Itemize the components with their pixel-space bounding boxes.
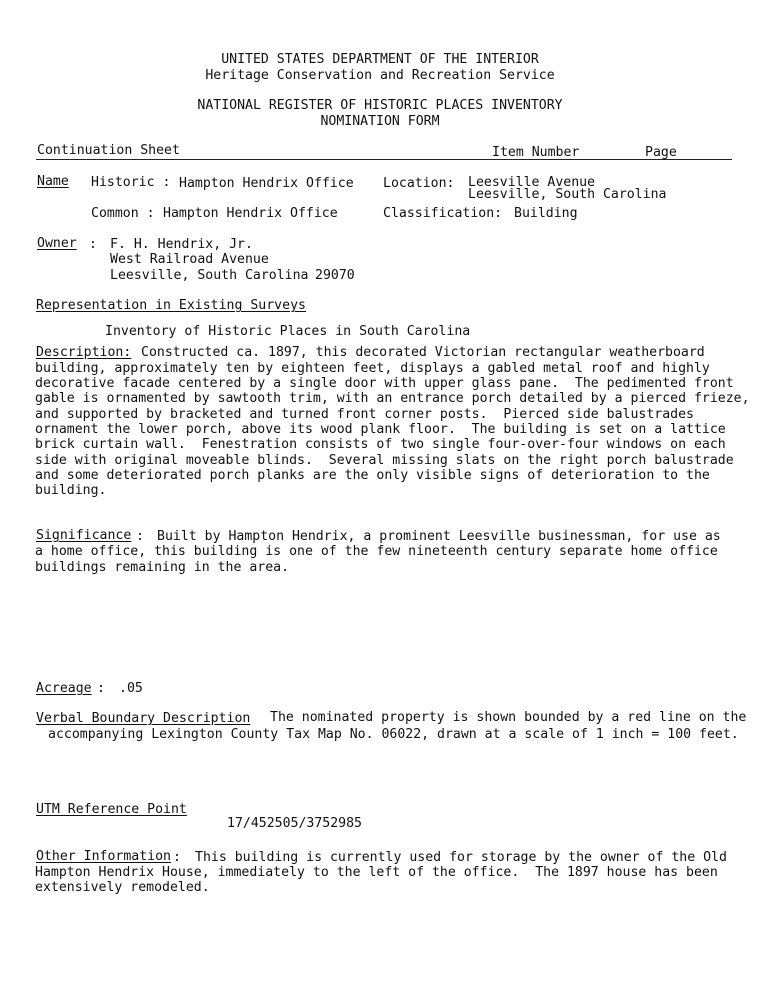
significance-separator: : [136, 529, 144, 544]
owner-label: Owner [37, 236, 77, 251]
description-line: ornament the lower porch, above its wood plank floor. The building is set on a lattice [35, 422, 726, 437]
other-info-line-3: extensively remodeled. [35, 880, 210, 895]
classification-label: Classification: [383, 206, 503, 221]
boundary-line-2: accompanying Lexington County Tax Map No. 06022, drawn at a scale of 1 inch = 100 feet. [48, 727, 739, 742]
description-line: Constructed ca. 1897, this decorated Victorian rectangular weatherboard [141, 345, 705, 360]
utm-value: 17/452505/3752985 [227, 816, 362, 831]
agency-title: UNITED STATES DEPARTMENT OF THE INTERIOR [221, 52, 539, 67]
description-line: decorative facade centered by a single door with upper glass pane. The pedimented front [35, 376, 734, 391]
boundary-label: Verbal Boundary Description [36, 711, 251, 726]
page-label: Page [645, 145, 677, 160]
other-info-line-1: This building is currently used for storage by the owner of the Old [195, 850, 727, 865]
name-label: Name [37, 174, 69, 189]
agency-service: Heritage Conservation and Recreation Service [205, 68, 555, 83]
description-line: gable is ornamented by sawtooth trim, with an entrance porch detailed by a pierced frieze, [35, 391, 750, 406]
form-title: NATIONAL REGISTER OF HISTORIC PLACES INVENTORY [197, 98, 563, 113]
historic-label: Historic : [91, 175, 171, 190]
location-line-2: Leesville, South Carolina [468, 187, 667, 202]
owner-separator: : [89, 237, 97, 252]
description-line: and supported by bracketed and turned front corner posts. Pierced side balustrades [35, 407, 694, 422]
owner-line-1: F. H. Hendrix, Jr. [110, 237, 253, 252]
historic-value: Hampton Hendrix Office [179, 176, 354, 191]
classification-value: Building [514, 206, 578, 221]
description-line: and some deteriorated porch planks are the only visible signs of deterioration to the [35, 468, 710, 483]
significance-line: buildings remaining in the area. [35, 560, 290, 575]
other-info-line-2: Hampton Hendrix House, immediately to the left of the office. The 1897 house has been [35, 865, 718, 880]
acreage-label: Acreage [36, 681, 92, 696]
description-line: building. [35, 483, 107, 498]
significance-line: Built by Hampton Hendrix, a prominent Leesville businessman, for use as [157, 529, 721, 544]
description-line: brick curtain wall. Fenestration consists of two single four-over-four windows on each [35, 437, 726, 452]
acreage-value: .05 [119, 681, 143, 696]
common-value: Hampton Hendrix Office [163, 206, 338, 221]
description-line: building, approximately ten by eighteen feet, displays a gabled metal roof and highly [35, 361, 710, 376]
surveys-label: Representation in Existing Surveys [36, 298, 306, 313]
owner-zip: 29070 [315, 268, 355, 283]
location-label: Location: [383, 176, 455, 191]
location-line-1: Leesville Avenue [468, 175, 596, 190]
description-label: Description: [36, 345, 132, 360]
owner-line-3: Leesville, South Carolina [110, 268, 309, 283]
other-info-separator: : [173, 850, 181, 865]
item-number-label: Item Number [492, 145, 580, 160]
surveys-value: Inventory of Historic Places in South Carolina [105, 324, 471, 339]
utm-label: UTM Reference Point [36, 802, 187, 817]
significance-label: Significance [36, 528, 132, 543]
owner-line-2: West Railroad Avenue [110, 252, 269, 267]
form-subtitle: NOMINATION FORM [320, 114, 440, 129]
sheet-header-rule [36, 159, 732, 160]
significance-line: a home office, this building is one of the few nineteenth century separate home office [35, 544, 718, 559]
description-line: side with original moveable blinds. Several missing slats on the right porch balustrade [35, 453, 734, 468]
other-info-label: Other Information [36, 849, 171, 864]
common-label: Common : [91, 206, 155, 221]
acreage-separator: : [97, 681, 105, 696]
boundary-line-1: The nominated property is shown bounded by a red line on the [270, 710, 747, 725]
continuation-sheet-label: Continuation Sheet [37, 143, 180, 158]
